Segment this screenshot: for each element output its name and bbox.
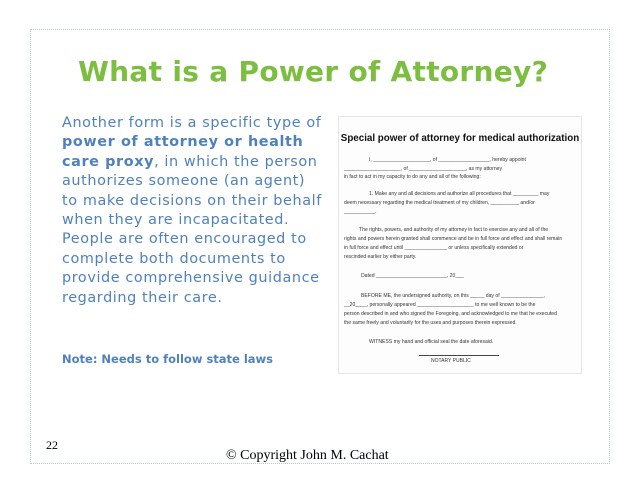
body-text-part1: Another form is a specific type of (62, 115, 322, 131)
body-text-part2: , in which the person authorizes someone (an agent) to make decisions on their behalf when they are incapacitated. People are often encouraged to complete both documents to provide comprehensive guidance regarding their care. (62, 153, 322, 306)
document-title: Special power of attorney for medical authorization (340, 133, 580, 144)
document-line: in fact to act in my capacity to do any and all of the following: (344, 174, 481, 180)
body-text-bold: power of attorney or health care proxy (62, 134, 304, 170)
document-line: rights and powers herein granted shall commence and be in full force and effect and shall remain (344, 236, 563, 242)
signature-line (419, 355, 499, 356)
document-line: ___________. (344, 209, 377, 215)
document-line: __20____, personally appeared ____________________ to me well known to be the (344, 302, 536, 308)
document-line: ____________________, of ____________________, as my attorney (344, 166, 503, 172)
document-line: deem necessary regarding the medical treatment of my children, __________ and/or (344, 200, 535, 206)
document-line: person described in and who signed the Foregoing, and acknowledged to me that he executed (344, 311, 557, 317)
document-image (338, 116, 582, 374)
note-text: Note: Needs to follow state laws (62, 352, 274, 366)
document-line: BEFORE ME, the undersigned authority, on this _____ day of _______________, (361, 293, 545, 299)
page-number: 22 (46, 438, 58, 452)
copyright-text: © Copyright John M. Cachat (226, 448, 389, 463)
document-line: WITNESS my hand and official seal the date aforesaid. (369, 339, 494, 345)
document-line: rescinded earlier by either party. (344, 254, 417, 260)
notary-label: NOTARY PUBLIC (431, 358, 471, 364)
document-line: 1. Make any and all decisions and authorize all procedures that _________ may (369, 191, 550, 197)
document-line: The rights, powers, and authority of my attorney in fact to exercise any and all of the (359, 227, 549, 233)
document-line: I, ____________________, of __________________, hereby appoint (369, 157, 526, 163)
document-line: Dated _________________________, 20___ (361, 273, 464, 279)
document-line: the same freely and voluntarily for the uses and purposes therein expressed. (344, 320, 517, 326)
document-line: in full force and effect until _______________ or unless specifically extended or (344, 245, 524, 251)
body-paragraph (62, 114, 322, 308)
slide-title: What is a Power of Attorney? (78, 55, 549, 88)
